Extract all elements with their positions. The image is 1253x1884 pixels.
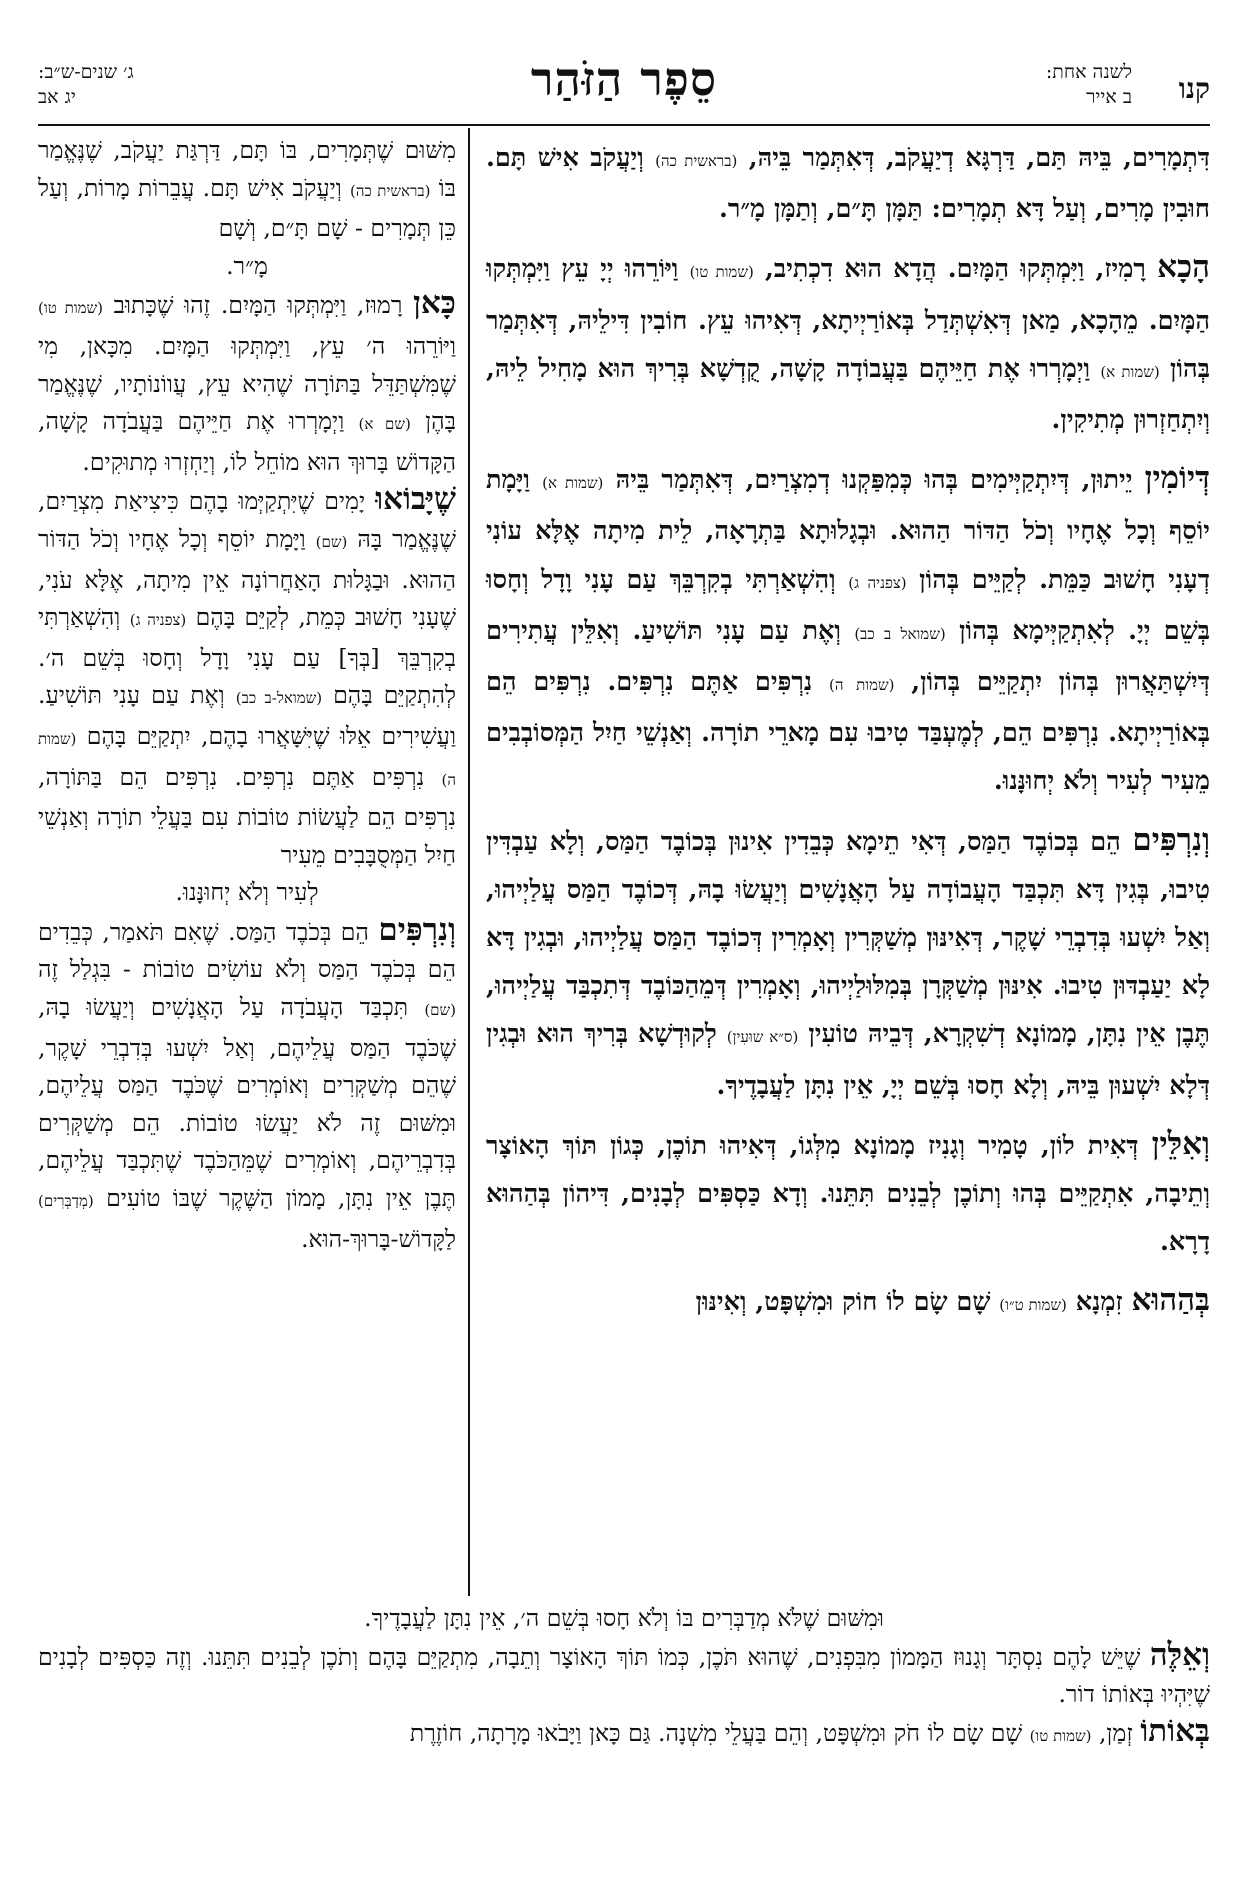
bottom-line-1: וּמִשּׁוּם שֶׁלֹּא מְדַבְּרִים בּוֹ וְלֹא חָסוּ בְּשֵׁם ה׳, אֵין נִתָּן לַעֲבָדֶיךָ. (364, 1604, 884, 1632)
header-right-line2: ב אייר (1086, 86, 1132, 108)
source-reference: (בראשית כה) (655, 152, 738, 170)
variant-reading: (ס״א שוּעִין) (726, 1028, 799, 1047)
main-paragraph-1: דִּתְמָרִים, בֵּיהּ תַּם, דַּרְגָּא דְיַעֲקֹב, דְּאִתְּמַר בֵּיהּ, (בראשית כה) וְיַעֲקֹב אִישׁ תָּם. חוּבִין מָרִים, וְעַל דָּא תְמָרִים: תַּמָּן תָּ״ם, וְתַמָּן מָ״ר. (486, 143, 1211, 225)
source-reference: (שמות א) (542, 474, 604, 493)
paragraph-lead-word: וְנִרְפִּים (1132, 821, 1210, 858)
source-reference: (צפניה ג) (129, 611, 187, 630)
bottom-paragraph-2: וְאֵלֶּה שֶׁיֵּשׁ לָהֶם נִסְתָּר וְגָנוּז הַמָּמוֹן מִבִּפְנִים, שֶׁהוּא תֹּכֶן, כְּמוֹ תּוֹךְ הָאוֹצָר וְתֵבָה, מִתְקַיֵּם בָּהֶם וְתֹכֶן לְבֵנִים תִּתֵּנוּ. וְזֶה כַּסְפִּים לְבָנִים שֶׁיִּהְיוּ בְּאוֹתוֹ דוֹר. (38, 1637, 1210, 1708)
source-reference: (שמות ט״ו) (999, 1296, 1067, 1315)
bracketed-note: (מְדַבְּרִים) (38, 1192, 94, 1211)
paragraph-lead-word: וְאִלֵּין (1151, 1125, 1210, 1162)
source-reference: (שמואל ב כב) (854, 624, 946, 643)
translation-column (38, 132, 456, 1258)
side-paragraph-1-end: מָ״ר. (226, 251, 268, 280)
main-paragraph-2: הָכָא רָמִיז, וַיִּמְתְּקוּ הַמָּיִם. הֲדָא הוּא דִכְתִיב, (שמות טו) וַיּוֹרֵהוּ יְיָ עֵץ וַיִּמְתְּקוּ הַמָּיִם. מֵהָכָא, מַאן דְּאִשְׁתְּדַל בְּאוֹרַיְיתָא, דְּאִיהוּ עֵץ. חוֹבִין דִּילֵיהּ, דְּאִתְּמַר בְּהוֹן (שמות א) וַיְמָרְרוּ אֶת חַיֵּיהֶם בַּעֲבוֹדָה קָשָׁה, קֻדְשָׁא בְּרִיךְ הוּא מָחִיל לֵיהּ, וְיִתְחַזְרוּן מְתִיקִין. (486, 249, 1210, 436)
translation-continuation (38, 1600, 1210, 1755)
source-reference: (צפניה ג) (848, 573, 907, 592)
source-reference: (שמות ה) (38, 729, 456, 789)
source-reference: (בראשית כה) (350, 181, 431, 200)
paragraph-lead-word: בְּאוֹתוֹ (1140, 1713, 1210, 1749)
main-text-column (486, 134, 1210, 1340)
source-reference: (שם) (315, 532, 348, 551)
page-number: קנו (1178, 72, 1210, 105)
side-paragraph-3: שֶׁיָּבוֹאוּ יָמִים שֶׁיִּתְקַיְּמוּ בָהֶם כִּיצִיאַת מִצְרַיִם, שֶׁנֶּאֱמַר בָּהּ (שם) וַיָּמָת יוֹסֵף וְכָל אֶחָיו וְכֹל הַדּוֹר הַהוּא. וּבַגָּלוּת הָאַחֲרוֹנָה אֵין מִיתָה, אֶלָּא עֹנִי, שֶׁעָנִי חָשׁוּב כְּמֵת, לְקַיֵּם בָּהֶם (צפניה ג) וְהִשְׁאַרְתִּי בְקִרְבֵּךְ [בְּךָ] עַם עָנִי וָדָל וְחָסוּ בְּשֵׁם ה׳. לְהִתְקַיֵּם בָּהֶם (שמואל-ב כב) וְאֶת עַם עָנִי תּוֹשִׁיעַ. וַעֲשִׁירִים אֵלּוּ שֶׁיִּשָּׁאֲרוּ בָהֶם, יִתְקַיֵּם בָּהֶם (שמות ה) נִרְפִּים אַתֶּם נִרְפִּים. נִרְפִּים הֵם בַּתּוֹרָה, נִרְפִּים הֵם לַעֲשׂוֹת טוֹבוֹת עִם בַּעֲלֵי תוֹרָה וְאַנְשֵׁי חַיִל הַמְּסֻבָּבִים מֵעִיר (38, 481, 456, 869)
book-title: סֵפֶר הַזֹּהַר (530, 52, 718, 106)
side-paragraph-1: מִשּׁוּם שֶׁתְּמָרִים, בּוֹ תָּם, דַּרְגַּת יַעֲקֹב, שֶׁנֶּאֱמַר בּוֹ (בראשית כה) וְיַעֲקֹב אִישׁ תָּם. עֲבֵרוֹת מָרוֹת, וְעַל כֵּן תְּמָרִים - שָׁם תָּ״ם, וְשָׁם (38, 136, 456, 243)
header-left-line1: ג׳ שנים-ש״ב: (38, 61, 134, 83)
main-paragraph-6: בְּהַהוּא זִמְנָא (שמות ט״ו) שָׁם שָׂם לוֹ חוֹק וּמִשְׁפָּט, וְאִינּוּן (695, 1282, 1210, 1319)
document-page (38, 44, 1210, 1844)
source-reference: (שמואל-ב כב) (235, 689, 323, 708)
paragraph-lead-word: דְּיוֹמִין (1144, 460, 1210, 497)
source-reference: (שם) (424, 1001, 456, 1020)
bottom-paragraph-3: בְּאוֹתוֹ זְמַן, (שמות טו) שָׁם שָׂם לוֹ חֹק וּמִשְׁפָּט, וְהֵם בַּעֲלֵי מִשְׁנָה. גַּם כָּאן וַיָּבֹאוּ מָרָתָה, חוֹזֶרֶת (409, 1713, 1210, 1749)
paragraph-lead-word: שֶׁיָּבוֹאוּ (375, 481, 456, 518)
paragraph-lead-word: הָכָא (1157, 249, 1210, 286)
paragraph-lead-word: וְאֵלֶּה (1149, 1637, 1210, 1673)
main-paragraph-4: וְנִרְפִּים הֵם בְּכוֹבֶד הַמַּס, דְּאִי תֵימָא כְּבֵדִין אִינוּן בְּכוֹבֶד הַמַּס, וְלָא עַבְדִּין טִיבוּ, בְּגִין דָּא תִּכְבַּד הָעֲבוֹדָה עַל הָאֲנָשִׁים וְיַעֲשׂוּ בָהּ, דְּכוֹבֶד הַמַּס עֲלַיְיהוּ, וְאַל יִשְׁעוּ בְּדִבְרֵי שָׁקֶר, דְּאִינּוּן מְשַׁקְּרִין וְאָמְרִין דְּכוֹבֶד הַמַּס עֲלַיְיהוּ, וּבְגִין דָּא לָא יַעַבְדּוּן טִיבוּ. אִינּוּן מְשַׁקְּרָן בְּמִלּוּלַיְיהוּ, וְאָמְרִין דְּמֵהַכּוֹבֶד דְּתִכְבַּד עֲלַיְיהוּ, תֶּבֶן אֵין נִתָּן, מָמוֹנָא דְשִׁקְרָא, דְּבֵיהּ טוֹעִין (ס״א שוּעִין) לְקוּדְשָׁא בְּרִיךְ הוּא וּבְגִין דְּלָא יִשְׁעוּן בֵּיהּ, וְלָא חָסוּ בְּשֵׁם יְיָ, אֵין נִתָּן לַעֲבָדֶיךָ. (486, 821, 1210, 1101)
paragraph-lead-word: כָּאן (413, 285, 456, 322)
header-divider (38, 124, 1210, 126)
main-paragraph-3: דְּיוֹמִין יֵיתוּן, דְּיִתְקַיְּימִים בְּהוּ כְּמִפַּקְנוּ דְמִצְרַיִם, דְּאִתְּמַר בֵּיהּ (שמות א) וַיָּמָת יוֹסֵף וְכָל אֶחָיו וְכֹל הַדּוֹר הַהוּא. וּבְגָלוּתָא בַּתְרָאָה, לֵית מִיתָה אֶלָּא עוֹנִי דְעָנִי חָשׁוּב כַּמֵּת. לְקַיֵּים בְּהוֹן (צפניה ג) וְהִשְׁאַרְתִּי בְקִרְבֵּךְ עַם עָנִי וָדָל וְחָסוּ בְּשֵׁם יְיָ. לְאִתְקַיְּימָא בְּהוֹן (שמואל ב כב) וְאֶת עַם עָנִי תּוֹשִׁיעַ. וְאִלֵּין עֲתִירִים דְּיִשְׁתַּאֲרוּן בְּהוֹן יִתְקַיֵּים בְּהוֹן, (שמות ה) נִרְפִּים אַתֶּם נִרְפִּים. נִרְפִּים הֵם בְּאוֹרַיְיתָא. נִרְפִּים הֵם, לְמֶעְבַּד טִיבוּ עִם מָארֵי תוֹרָה. וְאַנְשֵׁי חַיִל הַמְּסוֹבְבִים מֵעִיר לְעִיר וְלֹא יְחוּנָּנוּ. (486, 460, 1210, 797)
source-reference: (שמות טו) (1029, 1727, 1092, 1745)
side-paragraph-3-end: לְעִיר וְלֹא יְחוּנָּנוּ. (175, 878, 319, 907)
source-reference: (שם א) (358, 415, 411, 434)
page-header (38, 44, 1210, 124)
source-reference: (שמות א) (1100, 362, 1160, 381)
side-paragraph-2: כָּאן רָמוּז, וַיִּמְתְּקוּ הַמָּיִם. זֶהוּ שֶׁכָּתוּב (שמות טו) וַיּוֹרֵהוּ ה׳ עֵץ, וַיִּמְתְּקוּ הַמָּיִם. מִכָּאן, מִי שֶׁמִּשְׁתַּדֵּל בַּתּוֹרָה שֶׁהִיא עֵץ, עֲווֹנוֹתָיו, שֶׁנֶּאֱמַר בָּהֶן (שם א) וַיְמָרְרוּ אֶת חַיֵּיהֶם בַּעֲבֹדָה קָשָׁה, הַקָּדוֹשׁ בָּרוּךְ הוּא מוֹחֵל לוֹ, וְיַחְזְרוּ מְתוּקִים. (38, 285, 456, 476)
side-paragraph-4: וְנִרְפִּים הֵם בְּכֹבֶד הַמַּס. שֶׁאִם תֹּאמַר, כְּבֵדִים הֵם בְּכֹבֶד הַמַּס וְלֹא עוֹשִׂים טוֹבוֹת - בִּגְלַל זֶה (שם) תִּכְבַּד הָעֲבֹדָה עַל הָאֲנָשִׁים וְיַעֲשׂוּ בָהּ, שֶׁכֹּבֶד הַמַּס עֲלֵיהֶם, וְאַל יִשְׁעוּ בְּדִבְרֵי שָׁקֶר, שֶׁהֵם מְשַׁקְּרִים וְאוֹמְרִים שֶׁכֹּבֶד הַמַּס עֲלֵיהֶם, וּמִשּׁוּם זֶה לֹא יַעֲשׂוּ טוֹבוֹת. הֵם מְשַׁקְּרִים בְּדִבְרֵיהֶם, וְאוֹמְרִים שֶׁמֵּהַכֹּבֶד שֶׁתִּכְבַּד עֲלֵיהֶם, תֶּבֶן אֵין נִתָּן, מָמוֹן הַשֶּׁקֶר שֶׁבּוֹ טוֹעִים (מְדַבְּרִים) לַקָּדוֹשׁ-בָּרוּךְ-הוּא. (38, 911, 456, 1253)
main-paragraph-5: וְאִלֵּין דְּאִית לוֹן, טָמִיר וְגָנִיז מָמוֹנָא מִלְּגוֹ, דְּאִיהוּ תוֹכֶן, כְּגוֹן תּוֹךְ הָאוֹצָר וְתֵיבָה, אִתְקַיֵּים בְּהוּ וְתוֹכֶן לְבֵנִים תִּתֵּנוּ. וְדָא כַּסְפִּים לְבָנִים, דִּיהוֹן בְּהַהוּא דָרָא. (486, 1125, 1210, 1258)
header-right-line1: לשנה אחת: (1045, 61, 1132, 83)
header-study-schedule-three-years (38, 60, 134, 110)
paragraph-lead-word: בְּהַהוּא (1131, 1282, 1210, 1319)
column-divider (468, 128, 470, 1596)
source-reference: (שמות טו) (38, 299, 104, 318)
source-reference: (שמות ה) (828, 676, 895, 695)
header-left-line2: יג אב (38, 86, 76, 108)
paragraph-lead-word: וְנִרְפִּים (378, 911, 456, 948)
source-reference: (שמות טו) (689, 263, 754, 282)
